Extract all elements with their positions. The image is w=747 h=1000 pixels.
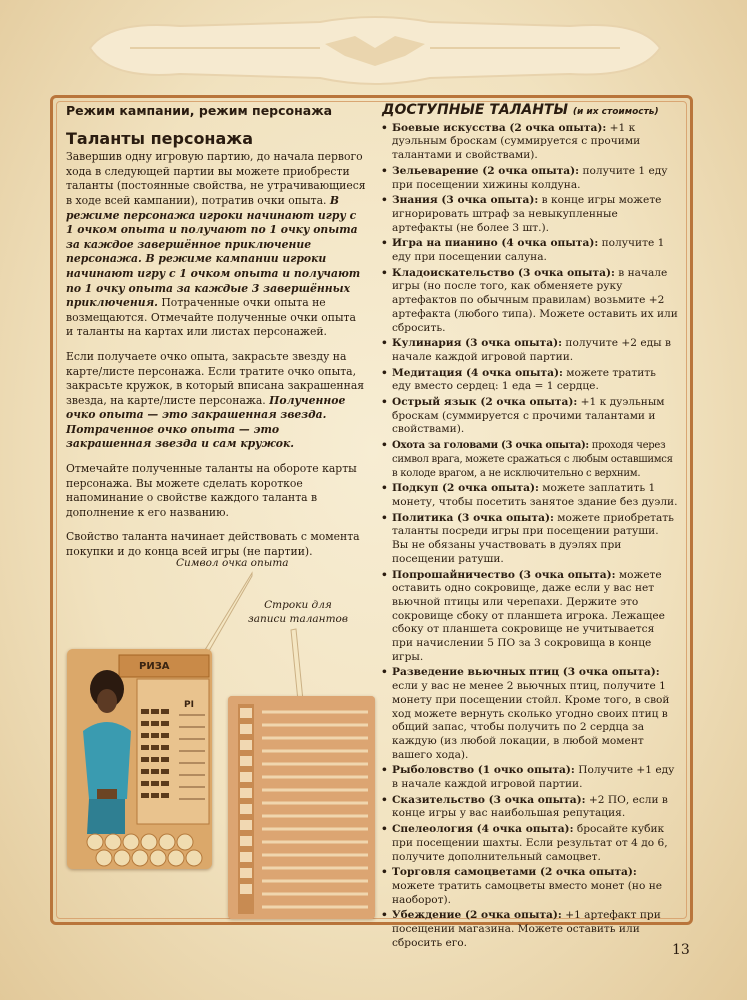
talent-description: в конце игры можете игнорировать штраф за невыкупленные артефакты (не более 3 шт.). xyxy=(392,194,662,234)
talent-item xyxy=(380,396,678,437)
talent-name: Зельеварение (2 очка опыта): xyxy=(392,164,580,177)
talent-description: получите 1 еду при посещении хижины колдуна. xyxy=(392,164,668,191)
talent-name: Торговля самоцветами (2 очка опыта): xyxy=(392,866,637,879)
talent-item xyxy=(380,764,678,791)
paragraph-mark-talents: Отмечайте полученные таланты на обороте карты персонажа. Вы можете сделать короткое напоминание о свойстве каждого таланта в дополнение к его названию. xyxy=(66,462,357,519)
character-card-back xyxy=(228,696,375,919)
talent-item xyxy=(380,794,678,821)
right-column xyxy=(380,104,678,952)
xp-text: Если получаете очко опыта, закрасьте звезду на карте/листе персонажа. Если тратите очко опыта, закрасьте кружок, в который вписана закрашенная звезда, на карте/листе персонажа. xyxy=(66,349,365,407)
talent-name: Спелеология (4 очка опыта): xyxy=(392,823,574,836)
talent-description: можете тратить самоцветы вместо монет (но не наоборот). xyxy=(392,879,663,906)
talent-description: получите 1 еду при посещении салуна. xyxy=(392,237,665,264)
talent-description: можете тратить еду вместо сердец: 1 еда = 1 сердце. xyxy=(392,366,656,393)
talent-description: проходя через символ врага, можете сражаться с любым оставшимся в колоде врагом, а не исключительно с верхним. xyxy=(392,440,673,479)
talent-name: Медитация (4 очка опыта): xyxy=(392,366,563,379)
talent-name: Знания (3 очка опыта): xyxy=(392,194,539,207)
talent-name: Боевые искусства (2 очка опыта): xyxy=(392,121,607,134)
talent-description: +2 ПО, если в конце игры у вас наибольшая репутация. xyxy=(392,793,668,820)
section-heading: Режим кампании, режим персонажа xyxy=(66,103,333,118)
page-number: 13 xyxy=(672,942,690,958)
card-name: РИЗА xyxy=(139,661,170,672)
talent-item xyxy=(380,237,678,264)
talent-name: Кулинария (3 очка опыта): xyxy=(392,337,563,350)
talent-description: можете заплатить 1 монету, чтобы посетить занятое здание без дуэли. xyxy=(392,482,678,508)
talent-item xyxy=(380,122,678,163)
intro-text-end: Потраченные очки опыта не возмещаются. Отмечайте полученные очки опыта и таланты на картах или листах персонажей. xyxy=(66,296,356,339)
talent-description: можете приобретать таланты посреди игры при посещении ратуши. Вы не обязаны участвовать в дуэлях при посещении ратуши. xyxy=(392,511,674,565)
talent-name: Острый язык (2 очка опыта): xyxy=(392,396,578,409)
talent-item xyxy=(380,439,678,480)
talent-item xyxy=(380,909,678,950)
talent-name: Попрошайничество (3 очка опыта): xyxy=(392,568,616,581)
xp-emphasis: Полученное очко опыта — это закрашенная звезда. Потраченное очко опыта — это закрашенная звезда и сам кружок. xyxy=(66,393,346,451)
talent-description: можете оставить одно сокровище, даже если у вас нет вьючной птицы или черепахи. Держите это сокровище сбоку от планшета игрока. Лежащее сбоку от планшета сокровище не учитывается при начислении 5 ПО за 3 сокровища в конце игры. xyxy=(392,568,665,663)
talent-item xyxy=(380,666,678,762)
page-title: Таланты персонажа xyxy=(66,128,253,148)
talent-description: в начале игры (но после того, как обменяете руку артефактов по обычным правилам) возьмите +2 артефакта (любого типа). Можете оставить их или сбросить. xyxy=(392,266,678,334)
talent-item xyxy=(380,866,678,907)
talent-name: Сказительство (3 очка опыта): xyxy=(392,793,586,806)
talent-list xyxy=(380,122,678,951)
talent-name: Политика (3 очка опыта): xyxy=(392,511,554,524)
caption-talent-rows: Строки для записи талантов xyxy=(248,599,348,625)
talent-name: Разведение вьючных птиц (3 очка опыта): xyxy=(392,666,660,679)
talents-heading xyxy=(382,104,678,120)
talent-description: +1 артефакт при посещении магазина. Можете оставить или сбросить его. xyxy=(392,909,661,949)
talent-item xyxy=(380,194,678,235)
talent-name: Убеждение (2 очка опыта): xyxy=(392,909,562,922)
intro-emphasis: В режиме персонажа игроки начинают игру с 1 очком опыта и получают по 1 очку опыта за каждое завершённое приключение персонажа. В режиме кампании игроки начинают игру с 1 очком опыта и получают по 1 очку опыта за каждые 3 завершённых приключения. xyxy=(66,193,361,310)
talent-name: Охота за головами (3 очка опыта): xyxy=(392,440,589,452)
character-card-front xyxy=(67,649,212,869)
talent-item xyxy=(380,482,678,509)
talent-item xyxy=(380,367,678,394)
talent-name: Игра на пианино (4 очка опыта): xyxy=(392,237,599,250)
card-badge: PI xyxy=(184,700,194,710)
talent-item xyxy=(380,512,678,567)
talent-description: +1 к дуэльным броскам (суммируется с прочими талантами и свойствами). xyxy=(392,396,665,436)
talent-name: Кладоискательство (3 очка опыта): xyxy=(392,266,615,279)
talent-item xyxy=(380,165,678,192)
intro-text: Завершив одну игровую партию, до начала первого хода в следующей партии вы можете приобрести таланты (постоянные свойства, не утрачивающиеся в ходе всей кампании), потратив очки опыта. xyxy=(66,150,366,207)
talent-description: +1 к дуэльным броскам (суммируется с прочими талантами и свойствами). xyxy=(392,121,641,162)
talent-name: Рыболовство (1 очко опыта): xyxy=(392,764,575,777)
talent-name: Подкуп (2 очка опыта): xyxy=(392,482,539,495)
talent-item xyxy=(380,337,678,364)
talents-title: ДОСТУПНЫЕ ТАЛАНТЫ xyxy=(382,102,568,118)
talent-description: получите +2 еды в начале каждой игровой партии. xyxy=(392,337,671,363)
talent-item xyxy=(380,823,678,864)
talent-item xyxy=(380,569,678,665)
talent-item xyxy=(380,267,678,336)
talent-description: Получите +1 еду в начале каждой игровой партии. xyxy=(392,764,675,791)
talent-description: бросайте кубик при посещении шахты. Если результат от 4 до 6, получите дополнительный самоцвет. xyxy=(392,823,668,863)
caption-xp-symbol: Символ очка опыта xyxy=(176,557,289,569)
talent-description: если у вас не менее 2 вьючных птиц, получите 1 монету при посещении стойл. Кроме того, в свой ход можете вернуть сколько угодно своих птиц в общий запас, чтобы получить по 2 сердца за каждую (из любой локации, в любой момент вашего хода). xyxy=(392,680,670,761)
talents-subtitle: (и их стоимость) xyxy=(572,107,659,117)
paragraph-talent-duration: Свойство таланта начинает действовать с момента покупки и до конца всей игры (не партии). xyxy=(66,530,360,559)
